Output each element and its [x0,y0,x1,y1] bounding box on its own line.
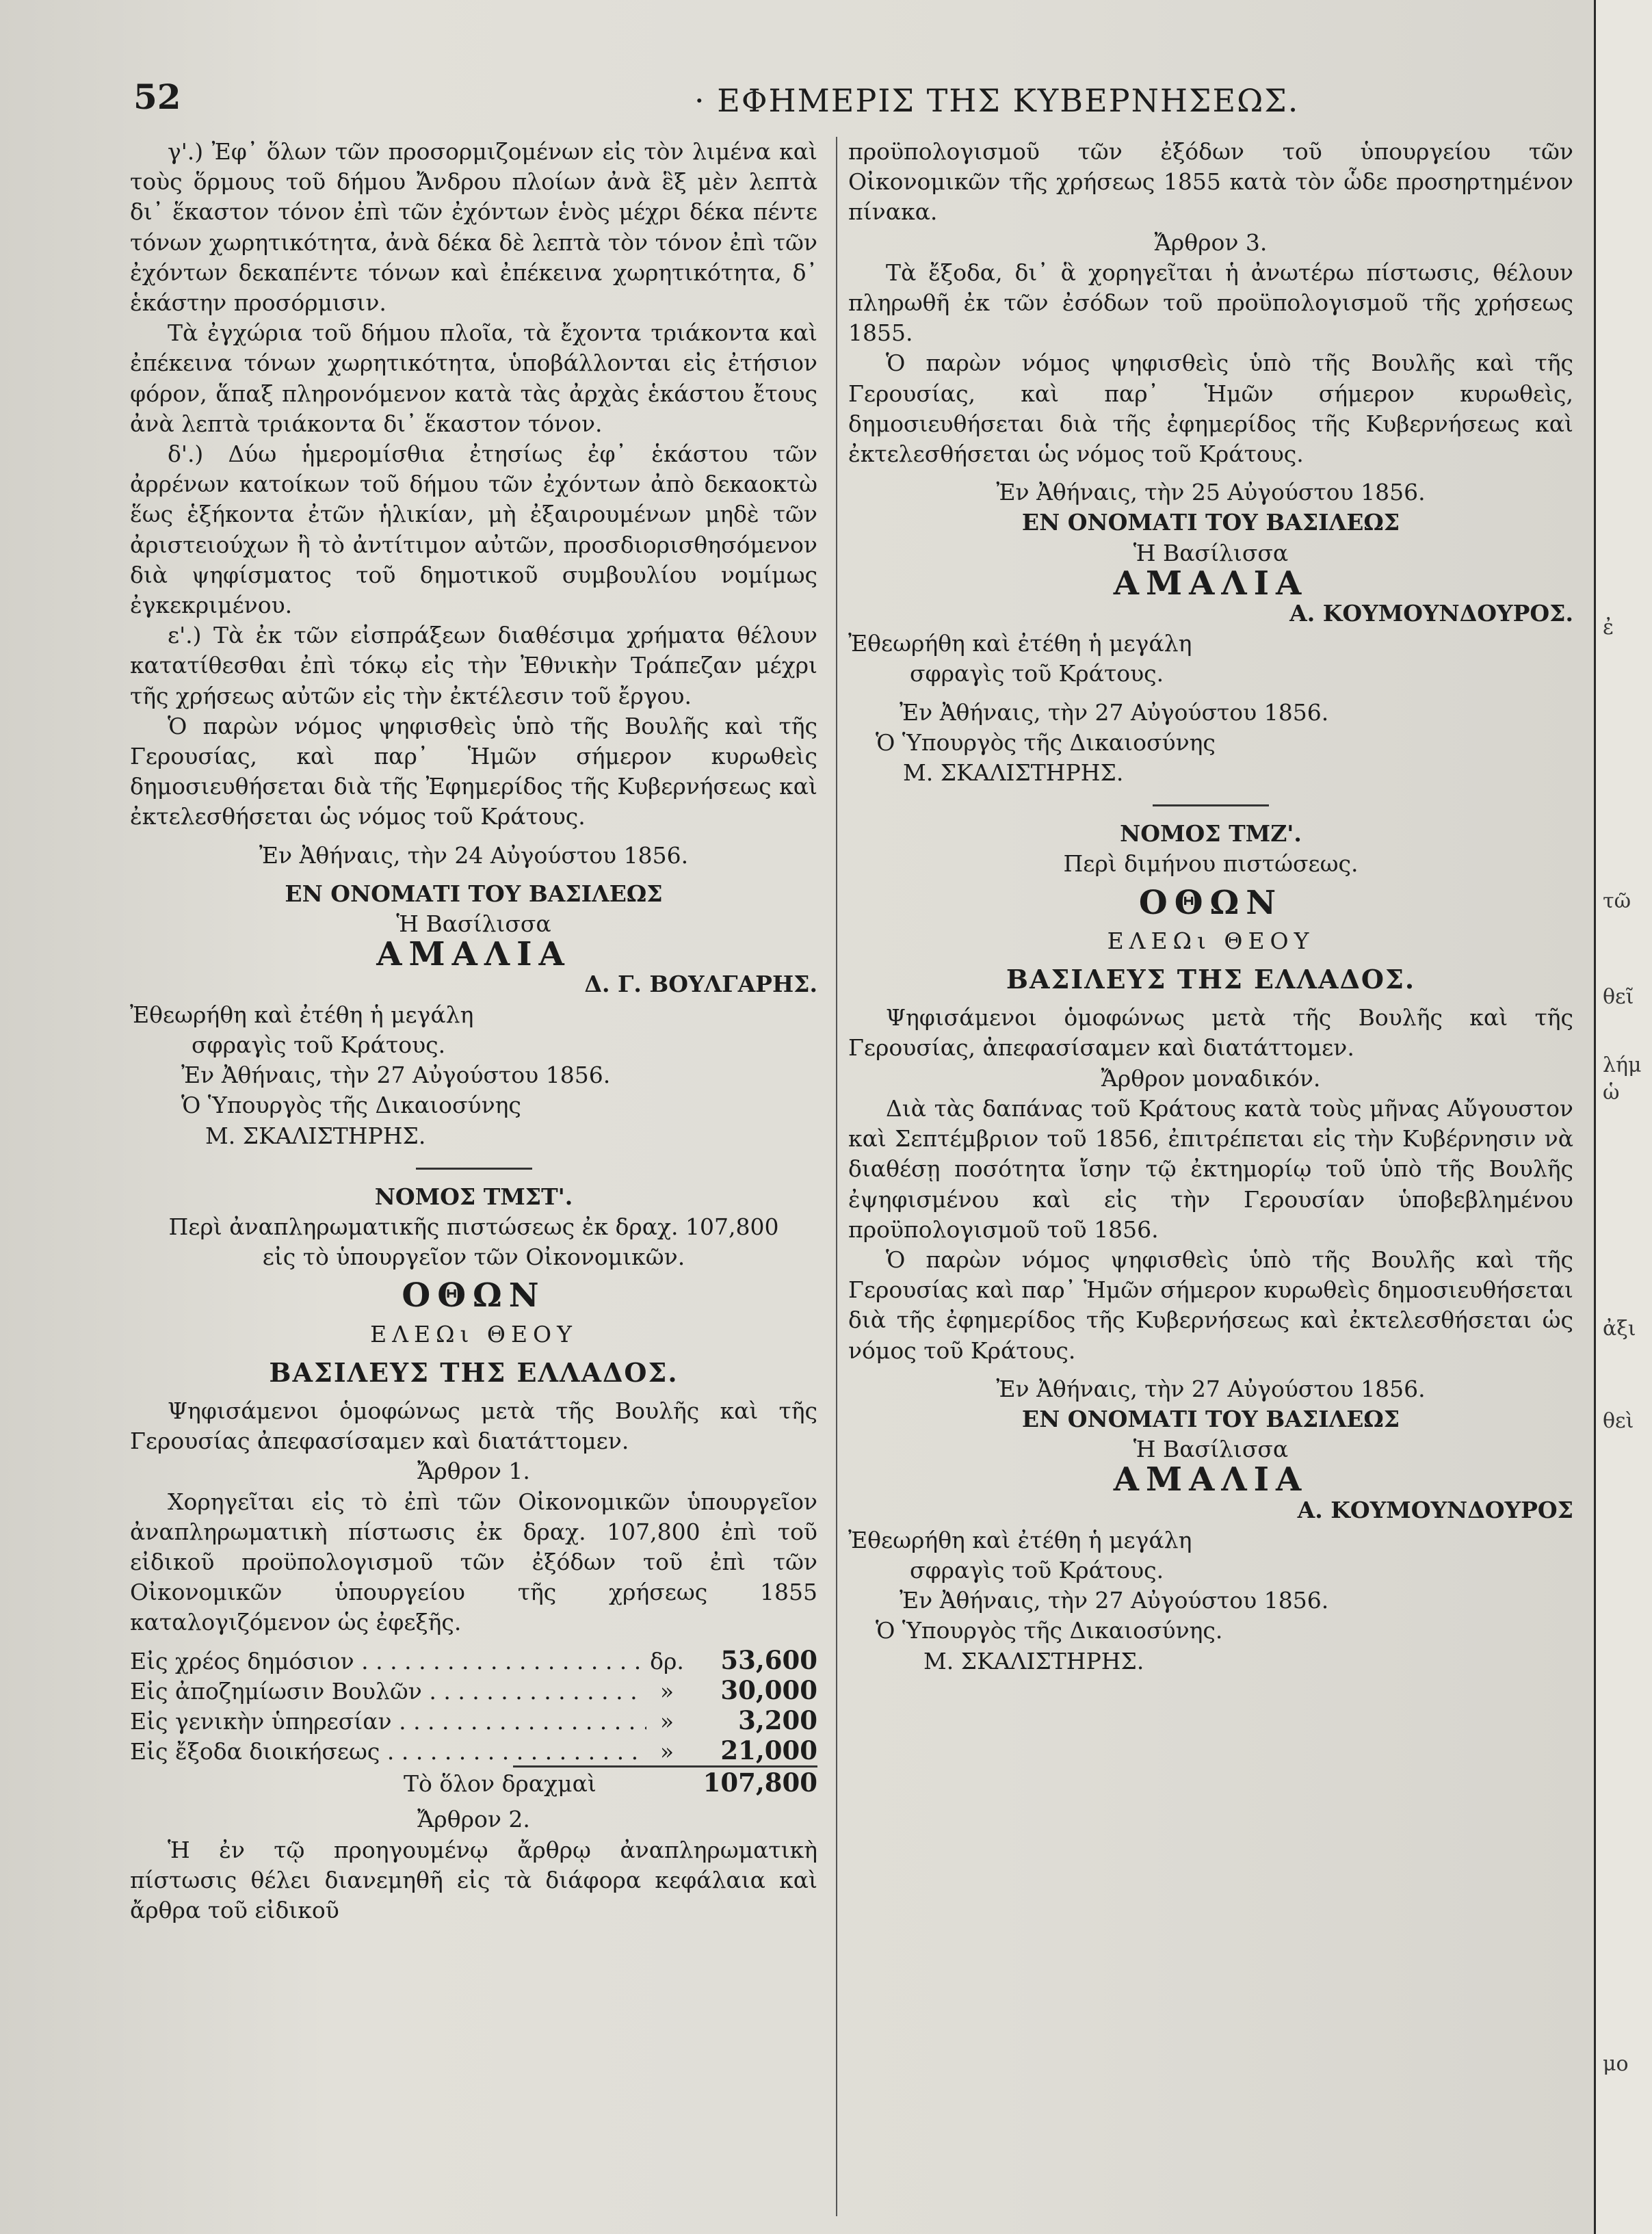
justice-minister-name: Μ. ΣΚΑΛΙΣΤΗΡΗΣ. [205,1122,426,1149]
minister-signature: Α. ΚΟΥΜΟΥΝΔΟΥΡΟΣ [1297,1496,1573,1523]
expense-amount: 53,600 [720,1644,817,1675]
seal-line-2: σφραγὶς τοῦ Κράτους. [192,1031,446,1058]
expense-amount: 3,200 [738,1705,817,1735]
en-onomati-heading: ΕΝ ΟΝΟΜΑΤΙ ΤΟΥ ΒΑΣΙΛΕΩΣ [1021,509,1400,536]
justice-minister-name: Μ. ΣΚΑΛΙΣΤΗΡΗΣ. [903,759,1124,787]
paragraph-g: γ'.) Ἐφ᾽ ὅλων τῶν προσορμιζομένων εἰς τὸν λιμένα καὶ τοὺς ὅρμους τοῦ δήμου Ἄνδρου πλοίων ἀνὰ ἓξ μὲν λεπτὰ δι᾽ ἕκαστον τόνον ἐπὶ τῶν ἐχόντων ἑνὸς μέχρι δέκα πέντε τόνων χωρητικότητα, ἀνὰ δέκα δὲ λεπτὰ τὸν τόνον ἐπὶ τῶν ἐχόντων δεκαπέντε τόνων καὶ ἐπέκεινα χωρητικότητα, δ᾽ ἑκάστην προσόρμισιν. [130,138,817,317]
expense-amount: 30,000 [720,1674,817,1705]
continuation-paragraph: προϋπολογισμοῦ τῶν ἐξόδων τοῦ ὑπουργείου τῶν Οἰκονομικῶν τῆς χρήσεως 1855 κατὰ τὸν ὧδε προσηρτημένον πίνακα. [848,138,1573,226]
queen-line: Ἡ Βασίλισσα [1133,1436,1289,1463]
date-line: Ἐν Ἀθήναις, τὴν 25 Αὐγούστου 1856. [996,479,1426,506]
section-rule [416,1168,532,1170]
law-title: ΝΟΜΟΣ ΤΜΣΤ'. [374,1183,573,1210]
date-line: Ἐν Ἀθήναις, τὴν 27 Αὐγούστου 1856. [996,1375,1426,1402]
total-label: Τὸ ὅλον δραχμαὶ [404,1770,596,1798]
expense-unit: » [659,1707,674,1735]
justice-minister-title: Ὁ Ὑπουργὸς τῆς Δικαιοσύνης [876,728,1216,756]
edge-fragment: ἀξι [1603,1317,1636,1341]
page-header [133,77,1556,131]
date-line: Ἐν Ἀθήναις, τὴν 27 Αὐγούστου 1856. [900,1587,1329,1614]
edge-fragment: λήμ [1603,1053,1642,1077]
en-onomati-heading: ΕΝ ΟΝΟΜΑΤΙ ΤΟΥ ΒΑΣΙΛΕΩΣ [1021,1405,1400,1432]
expense-row [130,1735,817,1765]
expense-unit: δρ. [650,1647,684,1674]
article-2-title: Ἄρθρον 2. [417,1806,530,1833]
expense-label: Εἰς χρέος δημόσιον . . . [130,1646,646,1677]
article-text: Διὰ τὰς δαπάνας τοῦ Κράτους κατὰ τοὺς μῆνας Αὔγουστον καὶ Σεπτέμβριον τοῦ 1856, ἐπιτρέπεται εἰς τὴν Κυβέρνησιν νὰ διαθέσῃ ποσότητα ἴσην τῷ ἐκτημορίῳ τοῦ ὑπὸ τῆς Βουλῆς ἐψηφισμένου καὶ εἰς τὴν Γερουσίαν ὑποβεβλημένου προϋπολογισμοῦ τοῦ 1856. [848,1094,1573,1243]
law-subject-line-1: Περὶ ἀναπληρωματικῆς πιστώσεως ἐκ δραχ. 107,800 [168,1213,779,1240]
king-title: ΒΑΣΙΛΕΥΣ ΤΗΣ ΕΛΛΑΔΟΣ. [269,1356,679,1388]
seal-line-1: Ἐθεωρήθη καὶ ἐτέθη ἡ μεγάλη [848,1526,1192,1553]
edge-fragment: θεῖ [1603,985,1634,1009]
seal-line-1: Ἐθεωρήθη καὶ ἐτέθη ἡ μεγάλη [848,630,1192,657]
left-column [130,137,817,1926]
date-line: Ἐν Ἀθήναις, τὴν 24 Αὐγούστου 1856. [259,841,689,869]
law-publication-paragraph: Ὁ παρὼν νόμος ψηφισθεὶς ὑπὸ τῆς Βουλῆς καὶ τῆς Γερουσίας καὶ παρ᾽ Ἡμῶν σήμερον κυρωθεὶς δημοσιευθήσεται διὰ τῆς ἐφημερίδος τῆς Κυβερνήσεως καὶ ἐκτελεσθήσεται ὡς νόμος τοῦ Κράτους. [848,1246,1573,1364]
edge-fragment: ἐ [1603,616,1614,640]
adjacent-page-edge [1594,0,1652,2234]
queen-line: Ἡ Βασίλισσα [396,910,551,938]
expense-row [130,1675,817,1705]
expense-label: Εἰς γενικὴν ὑπηρεσίαν . . . [130,1707,646,1737]
article-3-title: Ἄρθρον 3. [1154,228,1268,256]
law-publication-paragraph: Ὁ παρὼν νόμος ψηφισθεὶς ὑπὸ τῆς Βουλῆς καὶ τῆς Γερουσίας, καὶ παρ᾽ Ἡμῶν σήμερον κυρωθεὶς, δημοσιευθήσεται διὰ τῆς ἐφημερίδος τῆς Κυβερνήσεως καὶ ἐκτελεσθήσεται ὡς νόμος τοῦ Κράτους. [848,350,1573,468]
en-onomati-heading: ΕΝ ΟΝΟΜΑΤΙ ΤΟΥ ΒΑΣΙΛΕΩΣ [285,880,663,907]
queen-line: Ἡ Βασίλισσα [1133,539,1289,566]
othon-heading: ΟΘΩΝ [402,1276,546,1315]
date-line: Ἐν Ἀθήναις, τὴν 27 Αὐγούστου 1856. [900,698,1329,726]
seal-line-1: Ἐθεωρήθη καὶ ἐτέθη ἡ μεγάλη [130,1001,474,1028]
expense-row [130,1645,817,1675]
paragraph-local-ships: Τὰ ἐγχώρια τοῦ δήμου πλοῖα, τὰ ἔχοντα τριάκοντα καὶ ἐπέκεινα τόνων χωρητικότητα, ὑποβάλλονται εἰς ἐτήσιον φόρον, ἅπαξ πληρονόμενον κατὰ τὰς ἀρχὰς ἑκάστου ἔτους ἀνὰ λεπτὰ τριάκοντα δι᾽ ἕκαστον τόνον. [130,319,817,437]
expense-total-row [404,1765,817,1802]
expense-unit: » [659,1738,674,1765]
law-subject: Περὶ διμήνου πιστώσεως. [1063,850,1359,878]
edge-fragment: μο [1603,2052,1629,2076]
expense-label: Εἰς ἀποζημίωσιν Βουλῶν . . . [130,1677,646,1707]
edge-fragment: τῶ [1603,889,1631,913]
law-subject-line-2: εἰς τὸ ὑπουργεῖον τῶν Οἰκονομικῶν. [262,1244,685,1271]
expense-row [130,1705,817,1735]
justice-minister-title: Ὁ Ὑπουργὸς τῆς Δικαιοσύνης [181,1092,521,1119]
right-column [848,137,1573,1677]
justice-minister-title: Ὁ Ὑπουργὸς τῆς Δικαιοσύνης. [876,1617,1223,1644]
date-line: Ἐν Ἀθήναις, τὴν 27 Αὐγούστου 1856. [181,1062,611,1089]
article-1-title: Ἄρθρον 1. [417,1458,530,1485]
decree-paragraph: Ψηφισάμενοι ὁμοφώνως μετὰ τῆς Βουλῆς καὶ τῆς Γερουσίας, ἀπεφασίσαμεν καὶ διατάττομεν. [848,1004,1573,1062]
law-publication-paragraph: Ὁ παρὼν νόμος ψηφισθεὶς ὑπὸ τῆς Βουλῆς καὶ τῆς Γερουσίας, καὶ παρ᾽ Ἡμῶν σήμερον κυρωθεὶς δημοσιευθήσεται διὰ τῆς Ἐφημερίδος τῆς Κυβερνήσεως καὶ ἐκτελεσθήσεται ὡς νόμος τοῦ Κράτους. [130,712,817,830]
decree-paragraph: Ψηφισάμενοι ὁμοφώνως μετὰ τῆς Βουλῆς καὶ τῆς Γερουσίας ἀπεφασίσαμεν καὶ διατάττομεν. [130,1397,817,1455]
king-title: ΒΑΣΙΛΕΥΣ ΤΗΣ ΕΛΛΑΔΟΣ. [1006,964,1416,995]
eleo-theou: ΕΛΕΩι ΘΕΟΥ [1107,927,1315,954]
article-2-text: Ἡ ἐν τῷ προηγουμένῳ ἄρθρῳ ἀναπληρωματικὴ πίστωσις θέλει διανεμηθῆ εἰς τὰ διάφορα κεφάλαια καὶ ἄρθρα τοῦ εἰδικοῦ [130,1836,817,1923]
expense-amount: 21,000 [720,1735,817,1766]
total-amount: 107,800 [703,1768,817,1798]
amalia-signature: ΑΜΑΛΙΑ [1113,564,1309,603]
running-title: · ΕΦΗΜΕΡΙΣ ΤΗΣ ΚΥΒΕΡΝΗΣΕΩΣ. [694,82,1300,119]
paragraph-d: δ'.) Δύω ἡμερομίσθια ἐτησίως ἐφ᾽ ἑκάστου τῶν ἀρρένων κατοίκων τοῦ δήμου τῶν ἐχόντων ἀπὸ δεκαοκτὼ ἕως ἑξήκοντα ἐτῶν ἡλικίαν, μὴ ἐξαιρουμένων μηδὲ τῶν ἀριστειούχων ἢ τὸ ἀντίτιμον αὐτῶν, προσδιορισθησόμενον διὰ ψηφίσματος τοῦ δημοτικοῦ συμβουλίου νομίμως ἐγκεκριμένου. [130,441,817,619]
edge-fragment: θεὶ [1603,1409,1634,1433]
edge-fragment: ὡ [1603,1081,1620,1105]
expense-unit: » [659,1677,674,1705]
article-3-text: Τὰ ἔξοδα, δι᾽ ἃ χορηγεῖται ἡ ἀνωτέρω πίστωσις, θέλουν πληρωθῆ ἐκ τῶν ἐσόδων τοῦ προϋπολογισμοῦ τῆς χρήσεως 1855. [848,259,1573,347]
seal-line-2: σφραγὶς τοῦ Κράτους. [910,660,1164,687]
paragraph-e: ε'.) Τὰ ἐκ τῶν εἰσπράξεων διαθέσιμα χρήματα θέλουν κατατίθεσθαι ἐπὶ τόκῳ εἰς τὴν Ἐθνικὴν Τράπεζαν μέχρι τῆς χρήσεως αὐτῶν εἰς τὴν ἐκτέλεσιν τοῦ ἔργου. [130,622,817,709]
amalia-signature: ΑΜΑΛΙΑ [376,935,571,974]
expense-label: Εἰς ἔξοδα διοικήσεως . . . [130,1737,646,1767]
article-1-text: Χορηγεῖται εἰς τὸ ἐπὶ τῶν Οἰκονομικῶν ὑπουργεῖον ἀναπληρωματικὴ πίστωσις ἐκ δραχ. 107,800 ἐπὶ τοῦ εἰδικοῦ προϋπολογισμοῦ τῶν ἐξόδων τοῦ ἐπὶ τῶν Οἰκονομικῶν ὑπουργείου τῆς χρήσεως 1855 καταλογιζόμενον ὡς ἐφεξῆς. [130,1488,817,1636]
amalia-signature: ΑΜΑΛΙΑ [1113,1460,1309,1499]
section-rule [1153,804,1269,806]
minister-signature: Α. ΚΟΥΜΟΥΝΔΟΥΡΟΣ. [1289,600,1573,627]
seal-line-2: σφραγὶς τοῦ Κράτους. [910,1556,1164,1583]
article-title: Ἄρθρον μοναδικόν. [1101,1064,1321,1092]
law-title: ΝΟΜΟΣ ΤΜΖ'. [1120,820,1302,847]
page-number: 52 [133,77,181,117]
othon-heading: ΟΘΩΝ [1138,883,1283,922]
justice-minister-name: Μ. ΣΚΑΛΙΣΤΗΡΗΣ. [923,1647,1144,1674]
column-divider [836,137,837,2216]
eleo-theou: ΕΛΕΩι ΘΕΟΥ [370,1320,577,1348]
minister-signature: Δ. Γ. ΒΟΥΛΓΑΡΗΣ. [584,971,817,998]
expense-table [130,1645,817,1802]
